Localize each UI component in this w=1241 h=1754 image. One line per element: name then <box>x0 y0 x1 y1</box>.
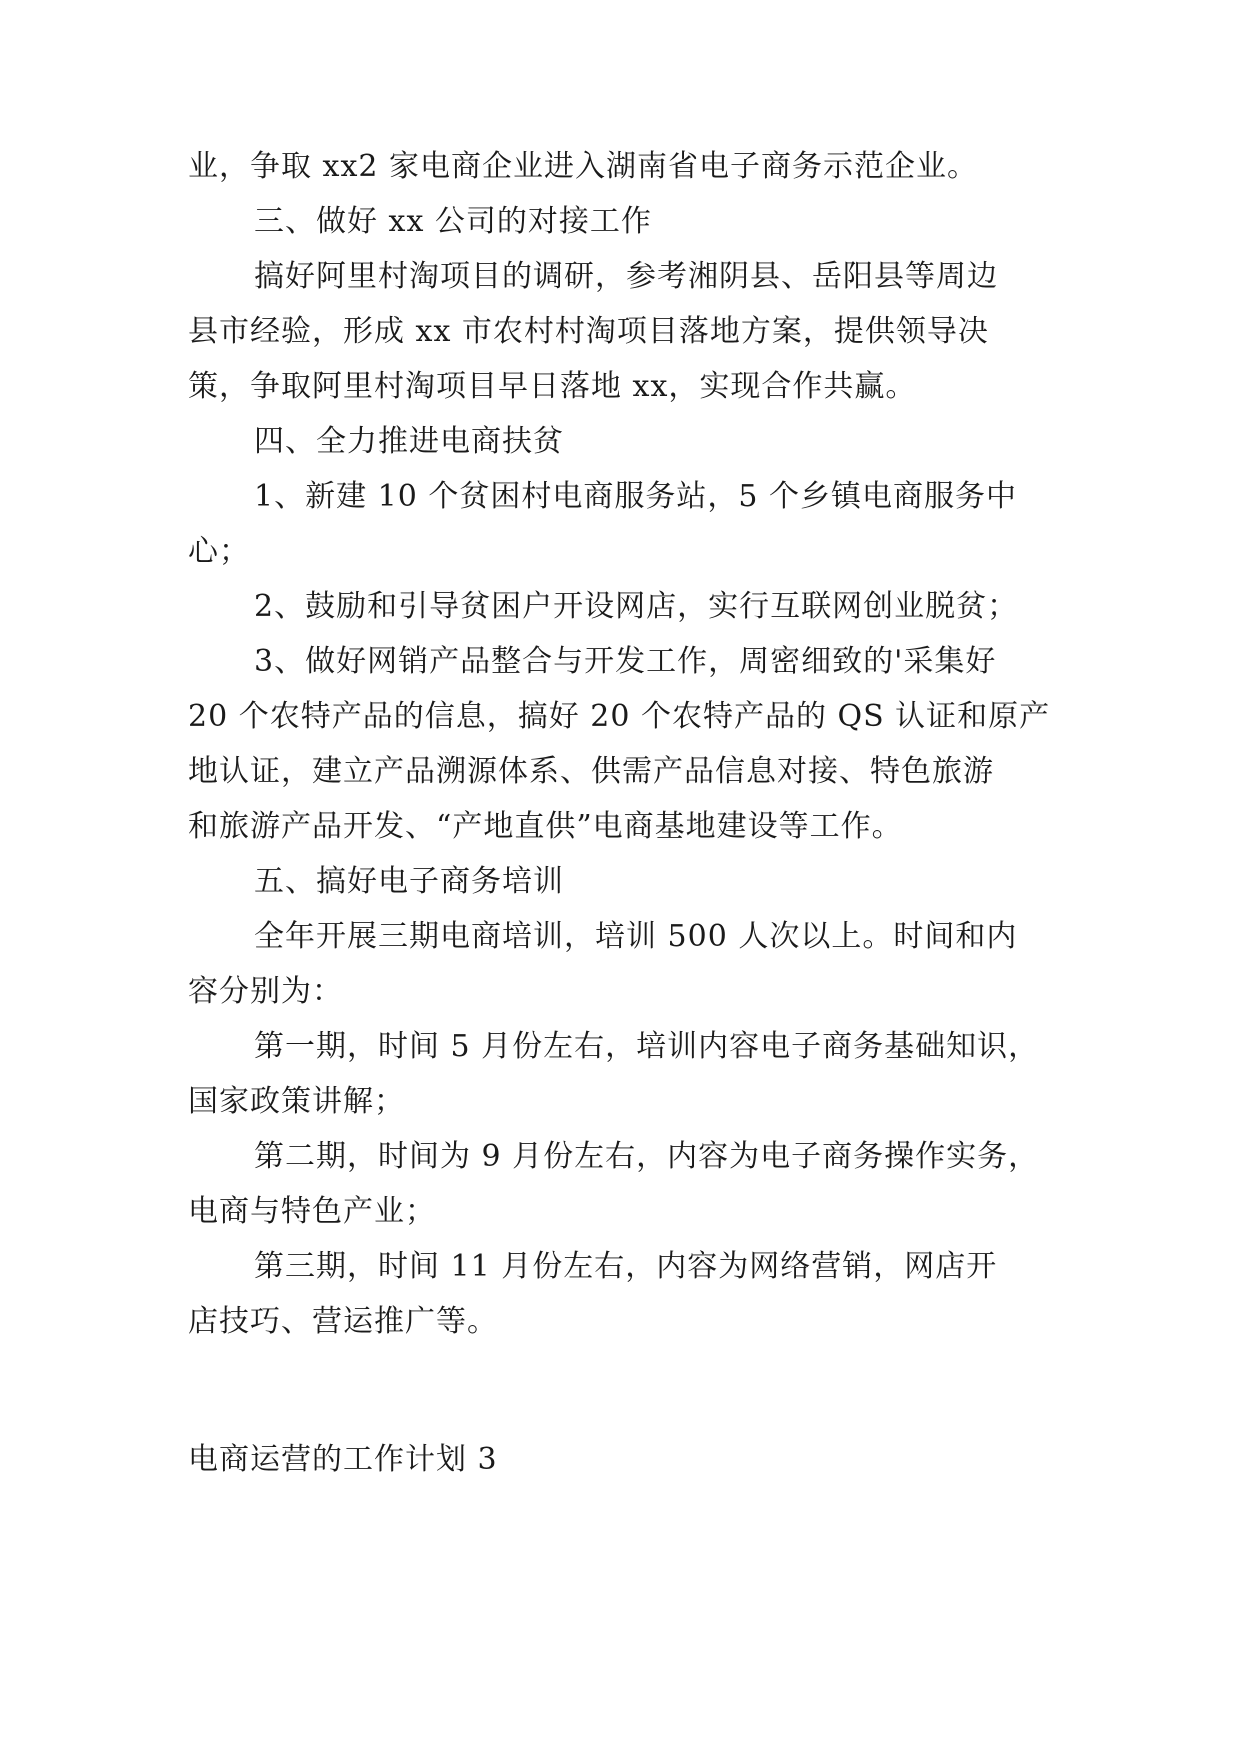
text-line-15: 全年开展三期电商培训，培训 500 人次以上。时间和内 <box>254 919 1018 954</box>
text-line-13: 和旅游产品开发、“产地直供”电商基地建设等工作。 <box>188 809 903 844</box>
section-heading-5: 五、搞好电子商务培训 <box>254 864 564 899</box>
text-line-7: 1、新建 10 个贫困村电商服务站，5 个乡镇电商服务中 <box>254 479 1017 514</box>
text-line-10: 3、做好网销产品整合与开发工作，周密细致的'采集好 <box>254 644 997 679</box>
text-line-22: 店技巧、营运推广等。 <box>188 1304 498 1339</box>
text-line-21: 第三期，时间 11 月份左右，内容为网络营销，网店开 <box>254 1249 998 1284</box>
text-line-8: 心； <box>188 534 250 569</box>
text-line-18: 国家政策讲解； <box>188 1084 405 1119</box>
text-line-4: 县市经验，形成 xx 市农村村淘项目落地方案，提供领导决 <box>188 314 989 349</box>
text-line-12: 地认证，建立产品溯源体系、供需产品信息对接、特色旅游 <box>188 754 994 789</box>
text-line-3: 搞好阿里村淘项目的调研，参考湘阴县、岳阳县等周边 <box>254 259 998 294</box>
text-line-16: 容分别为： <box>188 974 343 1009</box>
section-heading-4: 四、全力推进电商扶贫 <box>254 424 564 459</box>
text-line-1: 业，争取 xx2 家电商企业进入湖南省电子商务示范企业。 <box>188 149 978 184</box>
text-line-5: 策，争取阿里村淘项目早日落地 xx，实现合作共赢。 <box>188 369 917 404</box>
text-line-19: 第二期，时间为 9 月份左右，内容为电子商务操作实务， <box>254 1139 1040 1174</box>
document-title-3: 电商运营的工作计划 3 <box>188 1442 498 1477</box>
section-heading-3: 三、做好 xx 公司的对接工作 <box>254 204 652 239</box>
text-line-17: 第一期，时间 5 月份左右，培训内容电子商务基础知识， <box>254 1029 1040 1064</box>
text-line-11: 20 个农特产品的信息，搞好 20 个农特产品的 QS 认证和原产 <box>188 699 1051 734</box>
text-line-9: 2、鼓励和引导贫困户开设网店，实行互联网创业脱贫； <box>254 589 1019 624</box>
text-line-20: 电商与特色产业； <box>188 1194 436 1229</box>
